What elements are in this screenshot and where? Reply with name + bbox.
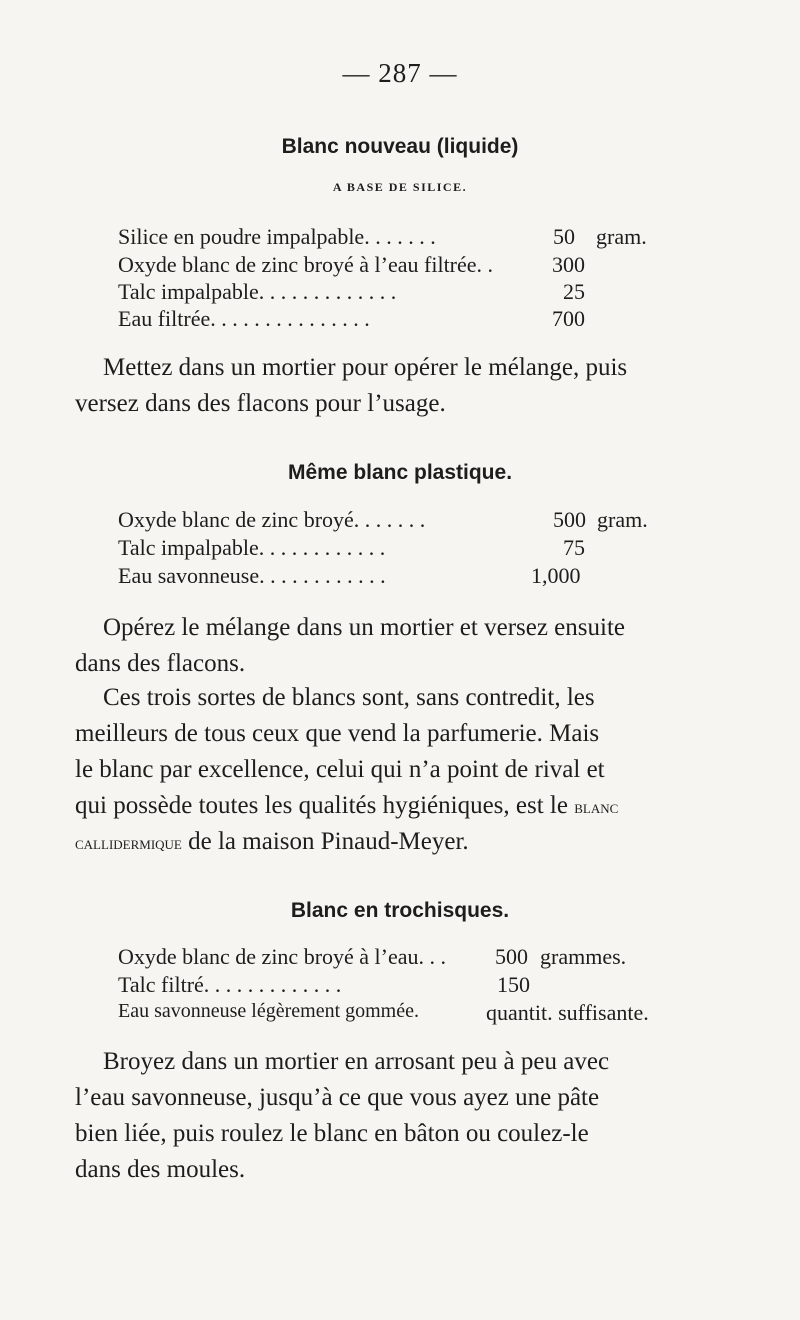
- paragraph-line: dans des flacons.: [75, 650, 246, 677]
- paragraph-line: Ces trois sortes de blancs sont, sans contredit, les: [103, 684, 595, 711]
- line-text: de la maison Pinaud-Meyer.: [188, 828, 469, 855]
- paragraph-line: l’eau savonneuse, jusqu’à ce que vous ayez une pâte: [75, 1084, 600, 1111]
- paragraph: [75, 350, 700, 422]
- small-caps-word: calliderмique: [75, 833, 182, 854]
- ingredient-unit: gram.: [597, 507, 648, 532]
- ingredient-qty: 1,000: [531, 563, 581, 588]
- paragraph-line: bien liée, puis roulez le blanc en bâton ou coulez-le: [75, 1120, 589, 1147]
- section-title-trochisques: Blanc en trochisques.: [290, 899, 510, 922]
- paragraph-line: le blanc par excellence, celui qui n’a point de rival et: [75, 756, 605, 783]
- ingredient-qty: 50: [553, 224, 575, 249]
- paragraph: [75, 680, 700, 860]
- line-text: qui possède toutes les qualités hygiéniques, est le: [75, 792, 568, 819]
- recipe-row: [0, 306, 800, 338]
- ingredient-name: Eau savonneuse. . . . . . . . . . . .: [118, 563, 386, 588]
- ingredient-name: Eau filtrée. . . . . . . . . . . . . . .: [118, 306, 370, 331]
- paragraph-line: meilleurs de tous ceux que vend la parfumerie. Mais: [75, 720, 600, 747]
- ingredient-qty: 500: [553, 507, 586, 532]
- paragraph-line: dans des moules.: [75, 1156, 246, 1183]
- ingredient-unit: gram.: [596, 224, 647, 249]
- ingredient-qty: 700: [552, 306, 585, 331]
- section-subtitle: A BASE DE SILICE.: [332, 180, 468, 194]
- paragraph-line: Mettez dans un mortier pour opérer le mélange, puis: [103, 354, 628, 381]
- recipe-row: [0, 563, 800, 595]
- ingredient-qty: 300: [552, 252, 585, 277]
- paragraph-line: [75, 824, 700, 860]
- ingredient-qty: 150: [497, 972, 530, 997]
- ingredient-qty: 75: [563, 535, 585, 560]
- small-caps-word: blanc: [574, 797, 619, 818]
- paragraph-line: Opérez le mélange dans un mortier et versez ensuite: [103, 614, 625, 641]
- ingredient-qty: 500: [495, 944, 528, 969]
- ingredient-name: Oxyde blanc de zinc broyé à l’eau. . .: [118, 944, 447, 969]
- ingredient-unit: grammes.: [540, 944, 627, 969]
- section-title-blanc-nouveau: Blanc nouveau (liquide): [281, 135, 519, 158]
- paragraph: [75, 610, 700, 682]
- ingredient-name: Talc filtré. . . . . . . . . . . . .: [118, 972, 342, 997]
- paragraph-line: [75, 788, 700, 824]
- ingredient-name: Talc impalpable. . . . . . . . . . . .: [118, 535, 386, 560]
- paragraph-line: Broyez dans un mortier en arrosant peu à peu avec: [103, 1048, 610, 1075]
- ingredient-name: Talc impalpable. . . . . . . . . . . . .: [118, 279, 397, 304]
- ingredient-name: Eau savonneuse légèrement gommée.: [118, 1000, 419, 1022]
- paragraph-line: versez dans des flacons pour l’usage.: [75, 390, 446, 417]
- section-title-meme-blanc: Même blanc plastique.: [287, 461, 513, 484]
- ingredient-name: Oxyde blanc de zinc broyé. . . . . . .: [118, 507, 426, 532]
- recipe-row: [0, 1000, 800, 1032]
- ingredient-unit: quantit. suffisante.: [486, 1000, 649, 1025]
- ingredient-name: Silice en poudre impalpable. . . . . . .: [118, 224, 436, 249]
- ingredient-qty: 25: [563, 279, 585, 304]
- page-number: — 287 —: [342, 58, 458, 88]
- ingredient-name: Oxyde blanc de zinc broyé à l’eau filtrée. .: [118, 252, 494, 277]
- paragraph: [75, 1044, 700, 1188]
